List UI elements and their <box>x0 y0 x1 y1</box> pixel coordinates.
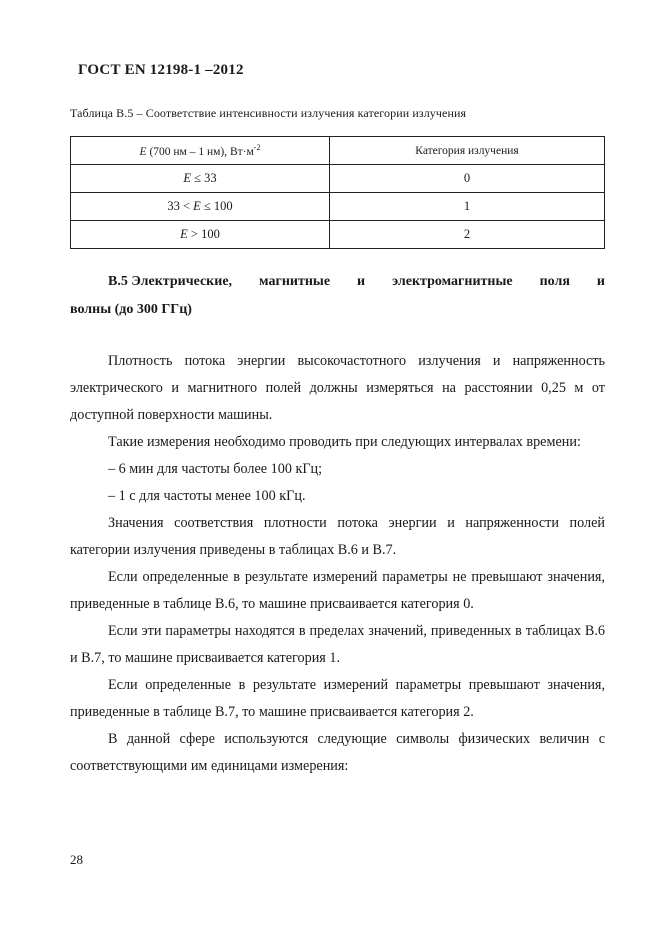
paragraph: Плотность потока энергии высокочастотного излучения и напряженность электрического и магнитного полей должны измеряться на расстоянии 0,25 м от доступной поверхности машины. <box>70 353 605 423</box>
document-header: ГОСТ EN 12198-1 –2012 <box>78 62 244 78</box>
paragraph: Значения соответствия плотности потока энергии и напряженности полей категории излучения приведены в таблицах В.6 и В.7. <box>70 515 605 558</box>
table-header-row <box>71 137 605 165</box>
body-text <box>70 348 605 780</box>
paragraph: В данной сфере используются следующие символы физических величин с соответствующими им единицами измерения: <box>70 731 605 774</box>
paragraph: Если эти параметры находятся в пределах значений, приведенных в таблицах В.6 и В.7, то машине присваивается категория 1. <box>70 623 605 666</box>
table-row <box>71 193 605 221</box>
list-item: – 1 с для частоты менее 100 кГц. <box>108 488 306 504</box>
intensity-cell: 33 < E ≤ 100 <box>71 193 330 221</box>
list-item: – 6 мин для частоты более 100 кГц; <box>108 461 323 477</box>
paragraph: Если определенные в результате измерений параметры превышают значения, приведенные в таблице В.7, то машине присваивается категория 2. <box>70 677 605 720</box>
column-header-intensity: E (700 нм – 1 нм), $Вт\cdot м^{-2}$ <box>71 137 330 165</box>
intensity-cell: E > 100 <box>71 221 330 249</box>
section-heading <box>70 268 605 324</box>
category-cell: 0 <box>330 165 605 193</box>
radiation-category-table <box>70 136 605 249</box>
page-number: 28 <box>70 852 83 867</box>
category-cell: 2 <box>330 221 605 249</box>
section-heading-line1: В.5 Электрические, магнитные и электромагнитные поля и <box>108 274 605 289</box>
intensity-cell: E ≤ 33 <box>71 165 330 193</box>
section-number: В.5 <box>108 274 128 289</box>
paragraph: Если определенные в результате измерений параметры не превышают значения, приведенные в таблице В.6, то машине присваивается категория 0. <box>70 569 605 612</box>
category-cell: 1 <box>330 193 605 221</box>
table-row <box>71 165 605 193</box>
table-row <box>71 221 605 249</box>
column-header-category: Категория излучения <box>330 137 605 165</box>
table-caption: Таблица В.5 – Соответствие интенсивности излучения категории излучения <box>70 106 467 120</box>
section-heading-line2: волны (до 300 ГГц) <box>70 302 192 317</box>
paragraph: Такие измерения необходимо проводить при следующих интервалах времени: <box>108 434 581 450</box>
